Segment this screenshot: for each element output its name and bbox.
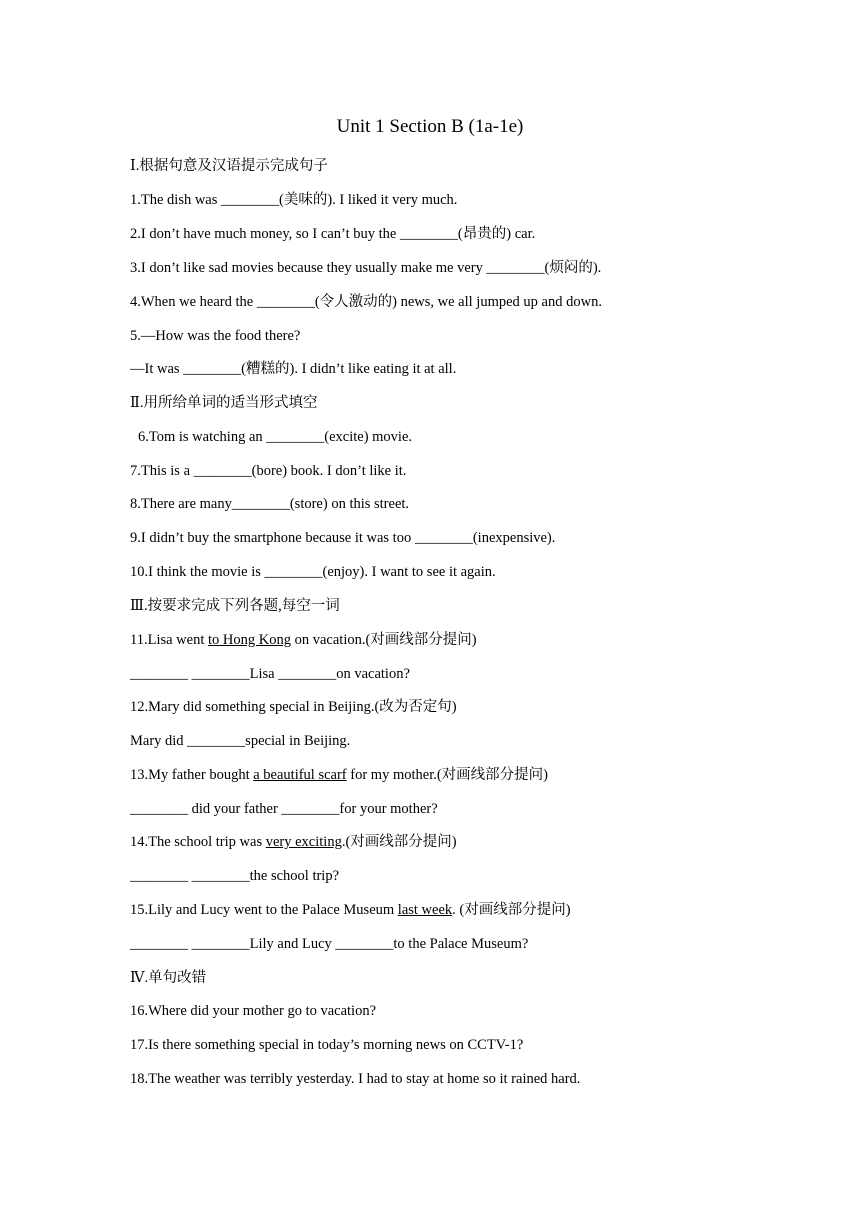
question-11-answer: ________ ________Lisa ________on vacation?	[130, 666, 410, 682]
question-13	[130, 765, 548, 785]
question-14-text: 14.The school trip was	[130, 834, 266, 850]
question-14-underlined: very exciting	[265, 834, 342, 850]
question-14	[130, 832, 457, 852]
section-3-heading: Ⅲ.按要求完成下列各题,每空一词	[130, 598, 340, 614]
question-15-text: 15.Lily and Lucy went to the Palace Museum	[130, 902, 398, 918]
question-1: 1.The dish was ________(美味的). I liked it very much.	[130, 192, 458, 208]
question-4: 4.When we heard the ________(令人激动的) news, we all jumped up and down.	[130, 294, 602, 310]
question-6: 6.Tom is watching an ________(excite) movie.	[138, 429, 413, 445]
question-7: 7.This is a ________(bore) book. I don’t like it.	[130, 463, 407, 479]
question-15-answer: ________ ________Lily and Lucy ________to the Palace Museum?	[130, 936, 529, 952]
question-12-answer: Mary did ________special in Beijing.	[130, 733, 351, 749]
question-2: 2.I don’t have much money, so I can’t buy the ________(昂贵的) car.	[130, 226, 536, 242]
question-11-underlined: to Hong Kong	[208, 632, 291, 648]
question-9: 9.I didn’t buy the smartphone because it was too ________(inexpensive).	[130, 530, 556, 546]
question-15-underlined: last week	[397, 902, 453, 918]
question-12: 12.Mary did something special in Beijing.(改为否定句)	[130, 699, 457, 715]
question-17: 17.Is there something special in today’s morning news on CCTV-1?	[130, 1037, 524, 1053]
page-title: Unit 1 Section B (1a-1e)	[336, 116, 524, 137]
question-10: 10.I think the movie is ________(enjoy). I want to see it again.	[130, 564, 496, 580]
section-4-heading: Ⅳ.单句改错	[130, 970, 207, 986]
question-13-text: 13.My father bought	[130, 767, 254, 783]
section-1-heading: Ⅰ.根据句意及汉语提示完成句子	[130, 158, 328, 174]
question-11-text: 11.Lisa went	[130, 632, 208, 648]
question-18: 18.The weather was terribly yesterday. I had to stay at home so it rained hard.	[130, 1071, 581, 1087]
question-15	[130, 900, 571, 920]
question-16: 16.Where did your mother go to vacation?	[130, 1003, 377, 1019]
question-8: 8.There are many________(store) on this street.	[130, 496, 410, 512]
question-14-instruction: .(对画线部分提问)	[341, 834, 457, 850]
question-13-instruction: for my mother.(对画线部分提问)	[346, 767, 549, 783]
question-13-underlined: a beautiful scarf	[253, 767, 347, 783]
question-14-answer: ________ ________the school trip?	[130, 868, 340, 884]
question-5-answer: —It was ________(糟糕的). I didn’t like eating it at all.	[130, 361, 457, 377]
question-15-instruction: . (对画线部分提问)	[452, 902, 571, 918]
question-11	[130, 630, 477, 650]
section-2-heading: Ⅱ.用所给单词的适当形式填空	[130, 395, 318, 411]
question-3: 3.I don’t like sad movies because they usually make me very ________(烦闷的).	[130, 260, 602, 276]
question-5-prompt: 5.—How was the food there?	[130, 328, 301, 344]
question-11-instruction: on vacation.(对画线部分提问)	[290, 632, 477, 648]
question-13-answer: ________ did your father ________for your mother?	[130, 801, 438, 817]
